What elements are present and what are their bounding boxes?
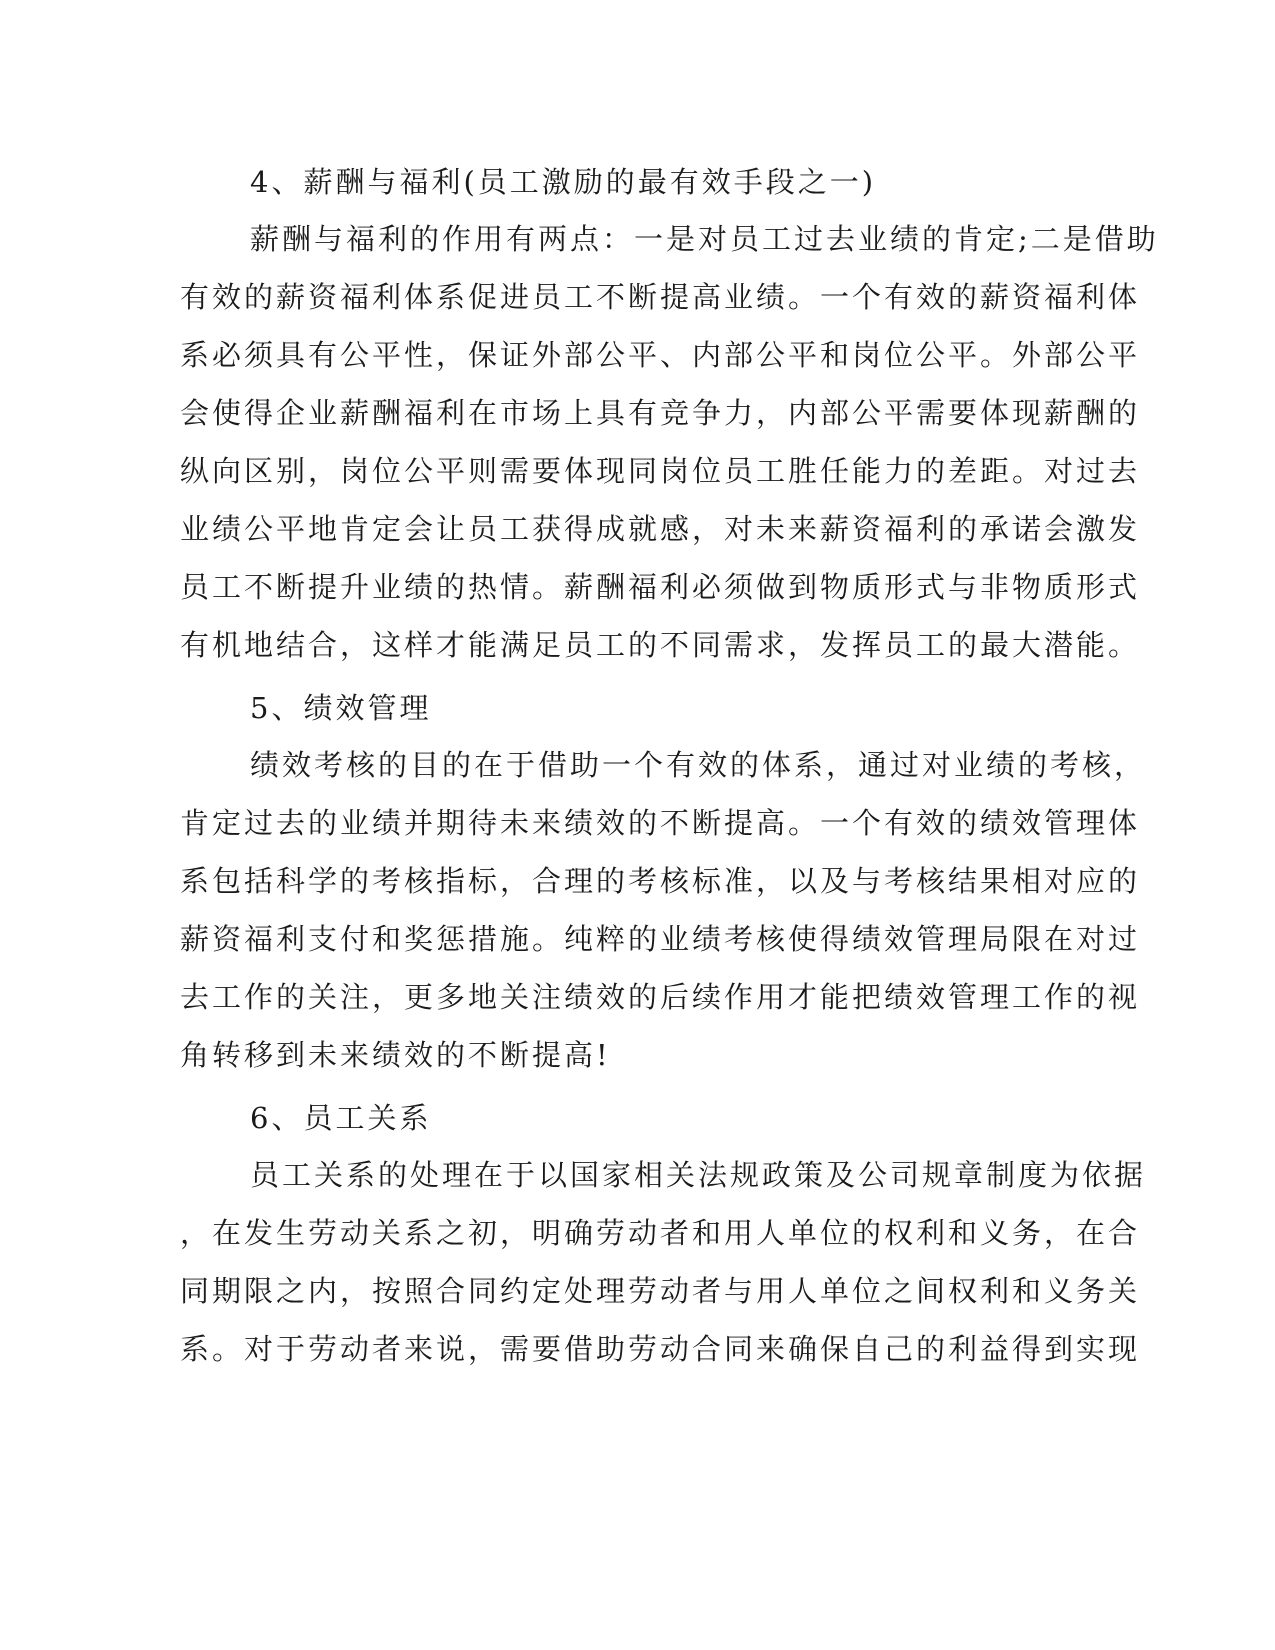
- paragraph-line: 纵向区别，岗位公平则需要体现同岗位员工胜任能力的差距。对过去: [180, 454, 1141, 488]
- paragraph-line: 去工作的关注，更多地关注绩效的后续作用才能把绩效管理工作的视: [180, 980, 1141, 1014]
- paragraph-line: 有机地结合，这样才能满足员工的不同需求，发挥员工的最大潜能。: [180, 628, 1141, 662]
- paragraph-line: 系。对于劳动者来说，需要借助劳动合同来确保自己的利益得到实现: [180, 1332, 1141, 1366]
- paragraph-line: 绩效考核的目的在于借助一个有效的体系，通过对业绩的考核，: [250, 748, 1147, 782]
- paragraph-line: 系必须具有公平性，保证外部公平、内部公平和岗位公平。外部公平: [180, 338, 1141, 372]
- section-heading-4: 4、薪酬与福利(员工激励的最有效手段之一): [250, 165, 877, 199]
- paragraph-line: 薪酬与福利的作用有两点：一是对员工过去业绩的肯定;二是借助: [250, 222, 1159, 256]
- section-heading-6: 6、员工关系: [250, 1101, 432, 1135]
- paragraph-line: 员工关系的处理在于以国家相关法规政策及公司规章制度为依据: [250, 1158, 1147, 1192]
- paragraph-line: 角转移到未来绩效的不断提高!: [180, 1038, 611, 1072]
- paragraph-line: 员工不断提升业绩的热情。薪酬福利必须做到物质形式与非物质形式: [180, 570, 1141, 604]
- paragraph-line: ，在发生劳动关系之初，明确劳动者和用人单位的权利和义务，在合: [180, 1216, 1141, 1250]
- paragraph-line: 系包括科学的考核指标，合理的考核标准，以及与考核结果相对应的: [180, 864, 1141, 898]
- section-heading-5: 5、绩效管理: [250, 691, 432, 725]
- paragraph-line: 有效的薪资福利体系促进员工不断提高业绩。一个有效的薪资福利体: [180, 280, 1141, 314]
- paragraph-line: 会使得企业薪酬福利在市场上具有竞争力，内部公平需要体现薪酬的: [180, 396, 1141, 430]
- paragraph-line: 肯定过去的业绩并期待未来绩效的不断提高。一个有效的绩效管理体: [180, 806, 1141, 840]
- paragraph-line: 同期限之内，按照合同约定处理劳动者与用人单位之间权利和义务关: [180, 1274, 1141, 1308]
- paragraph-line: 薪资福利支付和奖惩措施。纯粹的业绩考核使得绩效管理局限在对过: [180, 922, 1141, 956]
- paragraph-line: 业绩公平地肯定会让员工获得成就感，对未来薪资福利的承诺会激发: [180, 512, 1141, 546]
